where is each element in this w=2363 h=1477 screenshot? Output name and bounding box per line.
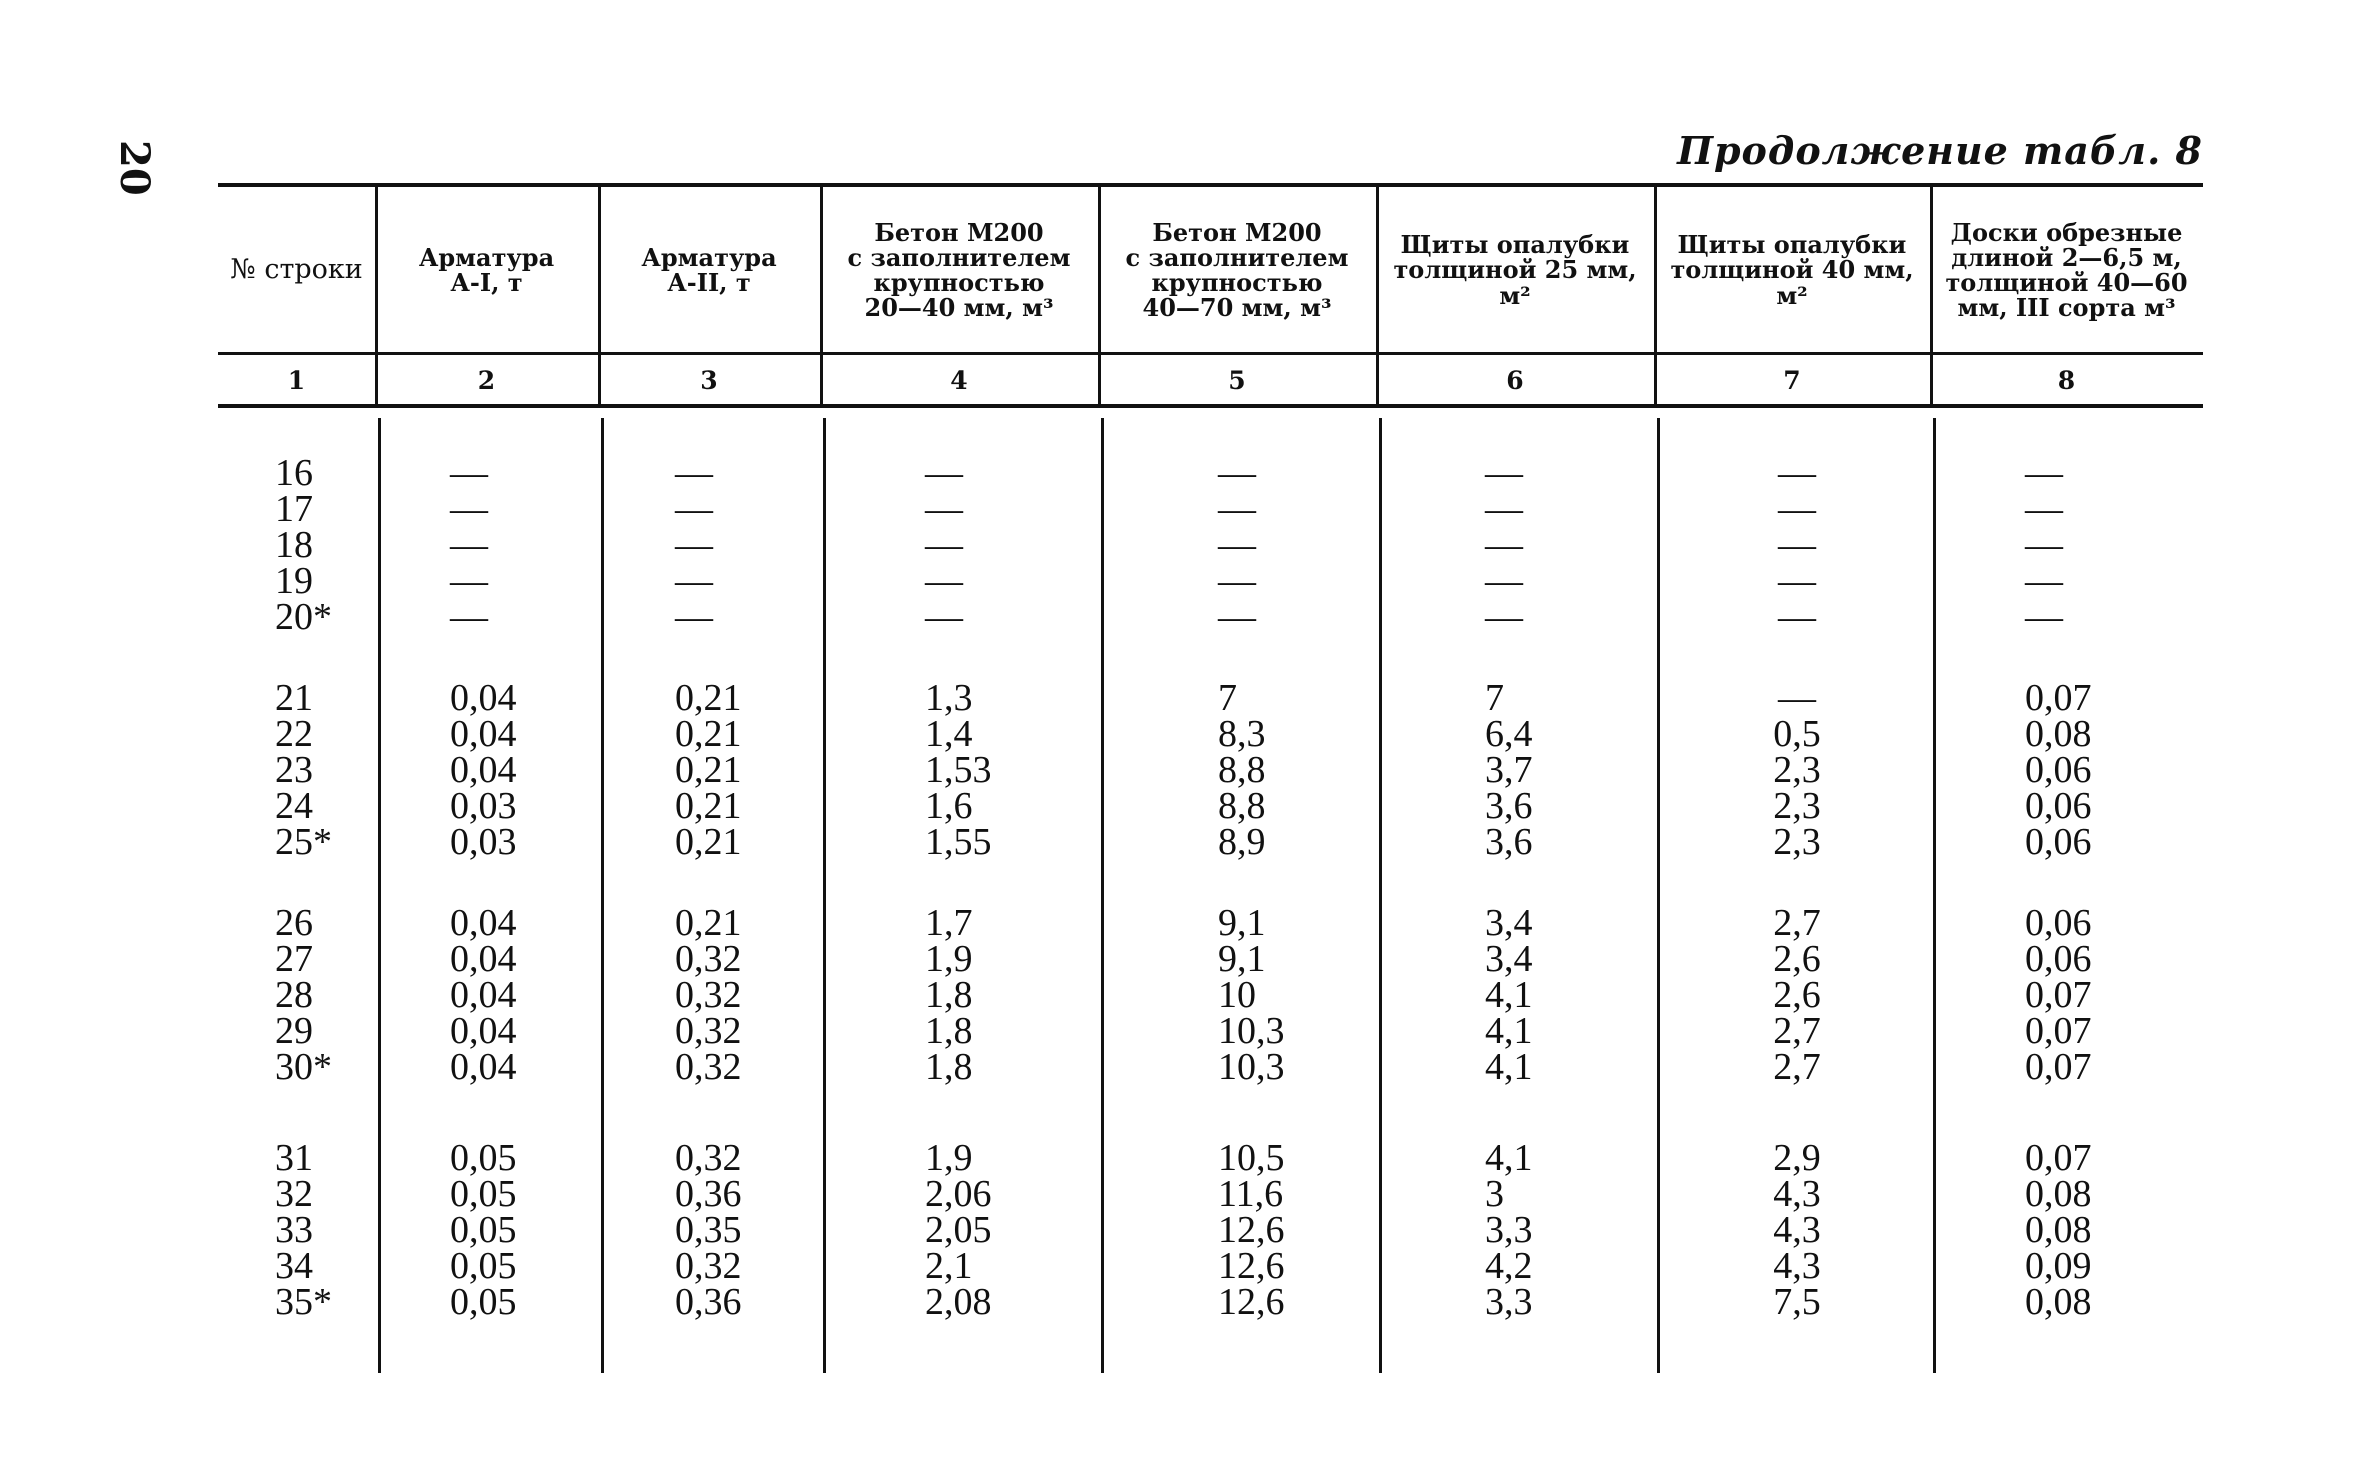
row-number: 33 <box>275 1209 313 1251</box>
table-cell: 0,06 <box>2025 749 2092 791</box>
column-header: Доски обрезные длиной 2—6,5 м, толщиной 40—60 мм, III сорта м³ <box>1945 217 2188 323</box>
table-cell: — <box>2025 488 2063 530</box>
table-cell: — <box>1778 677 1816 719</box>
row-number-column <box>275 677 332 863</box>
value-column <box>1485 677 1533 863</box>
value-column <box>1218 902 1285 1088</box>
table-cell: 0,36 <box>675 1173 742 1215</box>
table-cell: 12,6 <box>1218 1245 1285 1287</box>
table-cell: — <box>1778 560 1816 602</box>
row-number-column <box>275 902 332 1088</box>
table-cell: 0,07 <box>2025 1046 2092 1088</box>
row-number: 34 <box>275 1245 313 1287</box>
table-cell: — <box>2025 596 2063 638</box>
table-cell: — <box>675 596 713 638</box>
table-cell: 3,4 <box>1485 938 1533 980</box>
table-cell: 0,04 <box>450 1046 517 1088</box>
table-cell: — <box>1218 524 1256 566</box>
table-cell: 1,3 <box>925 677 973 719</box>
row-number: 16 <box>275 452 313 494</box>
table-cell: 3,7 <box>1485 749 1533 791</box>
table-cell: 0,08 <box>2025 1209 2092 1251</box>
row-number: 25* <box>275 821 332 863</box>
row-number: 30* <box>275 1046 332 1088</box>
table-cell: 1,9 <box>925 1137 973 1179</box>
table-cell: 0,36 <box>675 1281 742 1323</box>
table-cell: 0,32 <box>675 1046 742 1088</box>
table-cell: 2,06 <box>925 1173 992 1215</box>
value-column <box>1218 677 1266 863</box>
value-column <box>925 902 973 1088</box>
column-divider-body <box>378 418 381 1373</box>
column-number: 2 <box>477 365 496 395</box>
table-cell: 2,05 <box>925 1209 992 1251</box>
table-cell: 1,8 <box>925 974 973 1016</box>
table-cell: 0,32 <box>675 1010 742 1052</box>
table-cell: 1,8 <box>925 1010 973 1052</box>
column-number: 7 <box>1783 365 1801 395</box>
value-column <box>450 452 488 638</box>
table-cell: 0,08 <box>2025 1281 2092 1323</box>
value-column <box>1762 1137 1832 1323</box>
column-divider-body <box>1657 418 1660 1373</box>
table-cell: 7 <box>1485 677 1504 719</box>
column-divider-body <box>1933 418 1936 1373</box>
value-column <box>1218 1137 1285 1323</box>
value-column <box>2025 677 2092 863</box>
table-cell: 3,6 <box>1485 821 1533 863</box>
table-cell: — <box>1485 452 1523 494</box>
column-number: 8 <box>2057 365 2076 395</box>
table-cell: 3,3 <box>1485 1209 1533 1251</box>
table-cell: — <box>925 560 963 602</box>
column-header: Арматура А-II, т <box>641 242 777 297</box>
table-cell: — <box>1778 524 1816 566</box>
table-cell: 1,9 <box>925 938 973 980</box>
table-cell: 0,08 <box>2025 1173 2092 1215</box>
table-cell: 0,32 <box>675 974 742 1016</box>
table-cell: — <box>1778 452 1816 494</box>
table-cell: 0,07 <box>2025 1010 2092 1052</box>
table-cell: 1,55 <box>925 821 992 863</box>
table-cell: 10,3 <box>1218 1010 1285 1052</box>
column-header: Щиты опалубки толщиной 40 мм, м² <box>1670 230 1914 310</box>
table-cell: 2,7 <box>1773 1010 1821 1052</box>
value-column <box>675 677 742 863</box>
table-cell: 0,03 <box>450 821 517 863</box>
row-number: 29 <box>275 1010 313 1052</box>
table-cell: — <box>1485 596 1523 638</box>
column-header: Бетон М200 с заполнителем крупностью 40—70 мм, м³ <box>1125 217 1349 323</box>
table-cell: 1,53 <box>925 749 992 791</box>
column-divider-body <box>823 418 826 1373</box>
table-cell: 0,06 <box>2025 938 2092 980</box>
column-divider-body <box>601 418 604 1373</box>
table-cell: 4,1 <box>1485 1046 1533 1088</box>
table-cell: 0,05 <box>450 1281 517 1323</box>
table-cell: 0,5 <box>1773 713 1821 755</box>
table-cell: 0,07 <box>2025 974 2092 1016</box>
table-cell: — <box>1778 596 1816 638</box>
table-cell: — <box>450 452 488 494</box>
table-cell: 0,21 <box>675 677 742 719</box>
table-cell: 12,6 <box>1218 1209 1285 1251</box>
table-cell: 0,06 <box>2025 902 2092 944</box>
table-cell: — <box>675 452 713 494</box>
column-number: 3 <box>700 365 718 395</box>
table-cell: 12,6 <box>1218 1281 1285 1323</box>
row-number: 21 <box>275 677 313 719</box>
table-cell: 0,08 <box>2025 713 2092 755</box>
table-cell: 0,21 <box>675 902 742 944</box>
column-number: 1 <box>287 365 306 395</box>
table-cell: 9,1 <box>1218 902 1266 944</box>
table-cell: 4,2 <box>1485 1245 1533 1287</box>
value-column <box>675 1137 742 1323</box>
table-cell: 2,3 <box>1773 785 1821 827</box>
table-cell: 8,3 <box>1218 713 1266 755</box>
value-column <box>450 677 517 863</box>
row-number: 27 <box>275 938 313 980</box>
table-cell: 8,9 <box>1218 821 1266 863</box>
row-number-column <box>275 1137 332 1323</box>
table-cell: 0,21 <box>675 785 742 827</box>
table-cell: — <box>925 596 963 638</box>
row-number: 35* <box>275 1281 332 1323</box>
value-column <box>925 1137 992 1323</box>
row-number: 28 <box>275 974 313 1016</box>
table-cell: 3 <box>1485 1173 1504 1215</box>
table-cell: 4,3 <box>1773 1173 1821 1215</box>
value-column <box>1485 452 1523 638</box>
column-number: 6 <box>1506 365 1524 395</box>
table-cell: 0,04 <box>450 749 517 791</box>
table-cell: 3,6 <box>1485 785 1533 827</box>
column-header: Арматура А-I, т <box>418 242 555 297</box>
table-cell: 11,6 <box>1218 1173 1284 1215</box>
table-cell: 0,06 <box>2025 785 2092 827</box>
value-column <box>2025 1137 2092 1323</box>
table-cell: — <box>450 488 488 530</box>
table-cell: 7 <box>1218 677 1237 719</box>
row-number: 31 <box>275 1137 313 1179</box>
value-column <box>1485 902 1533 1088</box>
value-column <box>925 452 963 638</box>
row-number: 23 <box>275 749 313 791</box>
table-cell: 0,06 <box>2025 821 2092 863</box>
table-cell: 2,3 <box>1773 821 1821 863</box>
value-column <box>1762 902 1832 1088</box>
table-cell: 0,04 <box>450 677 517 719</box>
table-cell: 4,1 <box>1485 974 1533 1016</box>
table-cell: 3,3 <box>1485 1281 1533 1323</box>
column-header: Бетон М200 с заполнителем крупностью 20—40 мм, м³ <box>847 217 1071 323</box>
table-cell: 10 <box>1218 974 1256 1016</box>
table-cell: 0,21 <box>675 713 742 755</box>
table-cell: — <box>1485 524 1523 566</box>
table-cell: — <box>675 488 713 530</box>
table-cell: — <box>2025 524 2063 566</box>
table-cell: 0,04 <box>450 938 517 980</box>
row-number: 17 <box>275 488 313 530</box>
table-cell: 0,04 <box>450 902 517 944</box>
table-cell: 0,35 <box>675 1209 742 1251</box>
table-cell: — <box>925 488 963 530</box>
table-cell: — <box>2025 560 2063 602</box>
table-cell: 0,21 <box>675 749 742 791</box>
table-rule-3 <box>218 404 2203 408</box>
table-cell: 9,1 <box>1218 938 1266 980</box>
table-cell: 8,8 <box>1218 749 1266 791</box>
table-cell: 2,1 <box>925 1245 973 1287</box>
table-cell: 2,9 <box>1773 1137 1821 1179</box>
value-column <box>450 1137 517 1323</box>
value-column <box>675 452 713 638</box>
column-header: Щиты опалубки толщиной 25 мм, м² <box>1393 230 1637 310</box>
column-header: № строки <box>230 253 363 285</box>
value-column <box>1762 677 1832 863</box>
table-cell: — <box>925 452 963 494</box>
table-cell: 7,5 <box>1773 1281 1821 1323</box>
table-cell: 0,07 <box>2025 677 2092 719</box>
row-number: 26 <box>275 902 313 944</box>
column-divider-body <box>1101 418 1104 1373</box>
table-cell: 1,7 <box>925 902 973 944</box>
table-cell: 1,6 <box>925 785 973 827</box>
table-cell: — <box>450 596 488 638</box>
table-caption: Продолжение табл. 8 <box>1677 128 2203 173</box>
table-cell: 0,04 <box>450 1010 517 1052</box>
value-column <box>1218 452 1256 638</box>
table-cell: — <box>2025 452 2063 494</box>
table-cell: 0,09 <box>2025 1245 2092 1287</box>
table-cell: 0,05 <box>450 1245 517 1287</box>
table-cell: 0,32 <box>675 938 742 980</box>
table-cell: 8,8 <box>1218 785 1266 827</box>
value-column <box>2025 452 2063 638</box>
table-cell: 4,1 <box>1485 1137 1533 1179</box>
table-cell: 2,7 <box>1773 902 1821 944</box>
table-cell: 4,3 <box>1773 1245 1821 1287</box>
table-cell: 1,4 <box>925 713 973 755</box>
value-column <box>675 902 742 1088</box>
table-cell: 0,03 <box>450 785 517 827</box>
table-cell: 2,3 <box>1773 749 1821 791</box>
row-number-column <box>275 452 332 638</box>
column-number: 5 <box>1228 365 1246 395</box>
table-cell: 0,05 <box>450 1173 517 1215</box>
table-cell: 0,04 <box>450 713 517 755</box>
row-number: 32 <box>275 1173 313 1215</box>
table-cell: — <box>450 524 488 566</box>
table-cell: 6,4 <box>1485 713 1533 755</box>
column-divider-body <box>1379 418 1382 1373</box>
value-column <box>450 902 517 1088</box>
row-number: 19 <box>275 560 313 602</box>
row-number: 22 <box>275 713 313 755</box>
table-cell: — <box>1485 488 1523 530</box>
table-cell: 0,21 <box>675 821 742 863</box>
table-cell: 0,07 <box>2025 1137 2092 1179</box>
table-cell: 1,8 <box>925 1046 973 1088</box>
value-column <box>2025 902 2092 1088</box>
table-cell: 2,6 <box>1773 974 1821 1016</box>
table-cell: — <box>675 560 713 602</box>
column-number: 4 <box>950 365 968 395</box>
table-cell: — <box>1218 560 1256 602</box>
table-cell: — <box>675 524 713 566</box>
value-column <box>1485 1137 1533 1323</box>
table-cell: 0,05 <box>450 1137 517 1179</box>
table-cell: — <box>1218 596 1256 638</box>
row-number: 24 <box>275 785 313 827</box>
row-number: 18 <box>275 524 313 566</box>
table-cell: 0,32 <box>675 1245 742 1287</box>
table-cell: — <box>1218 488 1256 530</box>
row-number: 20* <box>275 596 332 638</box>
table-cell: 0,04 <box>450 974 517 1016</box>
table-cell: — <box>1778 488 1816 530</box>
table-cell: — <box>1485 560 1523 602</box>
table-cell: 3,4 <box>1485 902 1533 944</box>
table-cell: 10,3 <box>1218 1046 1285 1088</box>
table-cell: 0,05 <box>450 1209 517 1251</box>
table-cell: 4,3 <box>1773 1209 1821 1251</box>
table-cell: 4,1 <box>1485 1010 1533 1052</box>
table-cell: — <box>450 560 488 602</box>
table-cell: 2,7 <box>1773 1046 1821 1088</box>
table-cell: 10,5 <box>1218 1137 1285 1179</box>
table-cell: — <box>925 524 963 566</box>
table-cell: 0,32 <box>675 1137 742 1179</box>
page-number: 20 <box>111 140 158 196</box>
table-cell: — <box>1218 452 1256 494</box>
value-column <box>1762 452 1832 638</box>
value-column <box>925 677 992 863</box>
table-cell: 2,6 <box>1773 938 1821 980</box>
table-cell: 2,08 <box>925 1281 992 1323</box>
